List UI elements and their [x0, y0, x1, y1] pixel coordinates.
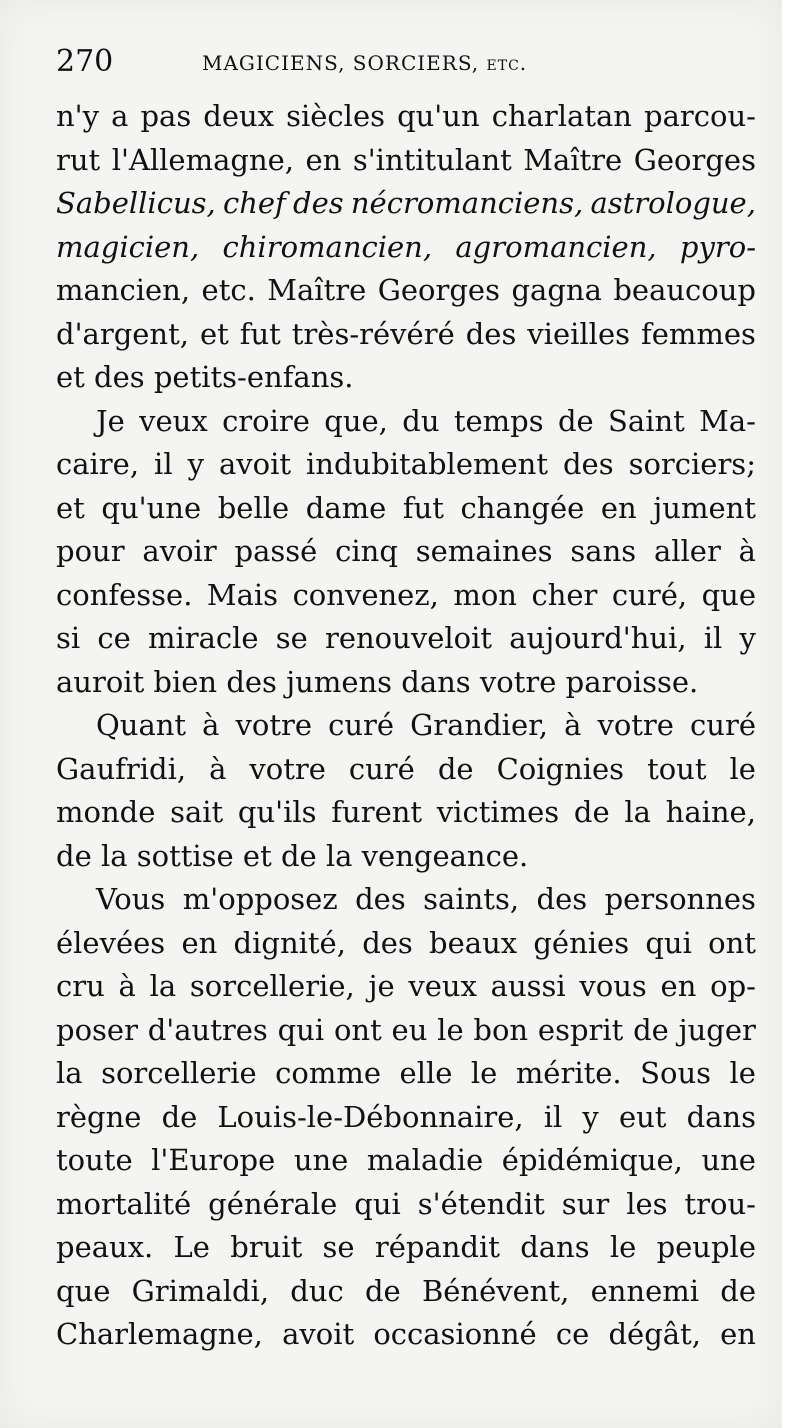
- text-line: cru à la sorcellerie, je veux aussi vous en op-: [56, 969, 756, 1003]
- text-line: que Grimaldi, duc de Bénévent, ennemi de: [56, 1273, 756, 1308]
- text-line: règne de Louis-le-Débonnaire, il y eut dans: [56, 1099, 756, 1134]
- text-line: et qu'une belle dame fut changée en jument: [56, 490, 756, 525]
- text-line: confesse. Mais convenez, mon cher curé, que: [56, 577, 756, 612]
- body-text: [56, 95, 756, 1357]
- text-line: d'argent, et fut très-révéré des vieilles femmes: [56, 316, 756, 351]
- text-line: Quant à votre curé Grandier, à votre curé: [96, 708, 756, 742]
- text-line: de la sottise et de la vengeance.: [56, 838, 529, 873]
- text-line: la sorcellerie comme elle le mérite. Sous le: [56, 1056, 756, 1090]
- text-line: monde sait qu'ils furent victimes de la haine,: [56, 795, 756, 829]
- text-line: Gaufridi, à votre curé de Coignies tout le: [56, 751, 756, 786]
- text-line: élevées en dignité, des beaux génies qui ont: [56, 925, 756, 960]
- page-number: 270: [56, 44, 114, 79]
- text-line: toute l'Europe une maladie épidémique, une: [56, 1143, 756, 1177]
- text-line: Je veux croire que, du temps de Saint Ma-: [96, 403, 756, 438]
- text-line: mortalité générale qui s'étendit sur les trou-: [56, 1186, 756, 1221]
- text-line: magicien, chiromancien, agromancien, pyro-: [56, 229, 756, 264]
- page-header: [56, 44, 756, 94]
- text-line: Charlemagne, avoit occasionné ce dégât, en: [56, 1317, 756, 1351]
- running-head: MAGICIENS, SORCIERS, etc.: [202, 51, 528, 75]
- text-line: et des petits-enfans.: [56, 360, 354, 394]
- text-line: si ce miracle se renouveloit aujourd'hui, il y: [56, 621, 756, 655]
- text-line: auroit bien des jumens dans votre paroisse.: [56, 664, 699, 699]
- text-line: poser d'autres qui ont eu le bon esprit de juger: [56, 1012, 756, 1047]
- text-line: Sabellicus, chef des nécromanciens, astrologue,: [56, 186, 756, 220]
- text-line: rut l'Allemagne, en s'intitulant Maître Georges: [56, 142, 756, 177]
- text-line: Vous m'opposez des saints, des personnes: [96, 882, 756, 916]
- text-line: peaux. Le bruit se répandit dans le peuple: [56, 1230, 756, 1264]
- text-line: n'y a pas deux siècles qu'un charlatan parcou-: [56, 99, 756, 133]
- page-edge: [782, 0, 800, 1428]
- text-line: caire, il y avoit indubitablement des sorciers;: [56, 447, 756, 481]
- text-line: mancien, etc. Maître Georges gagna beaucoup: [56, 273, 756, 307]
- text-line: pour avoir passé cinq semaines sans aller à: [56, 534, 756, 568]
